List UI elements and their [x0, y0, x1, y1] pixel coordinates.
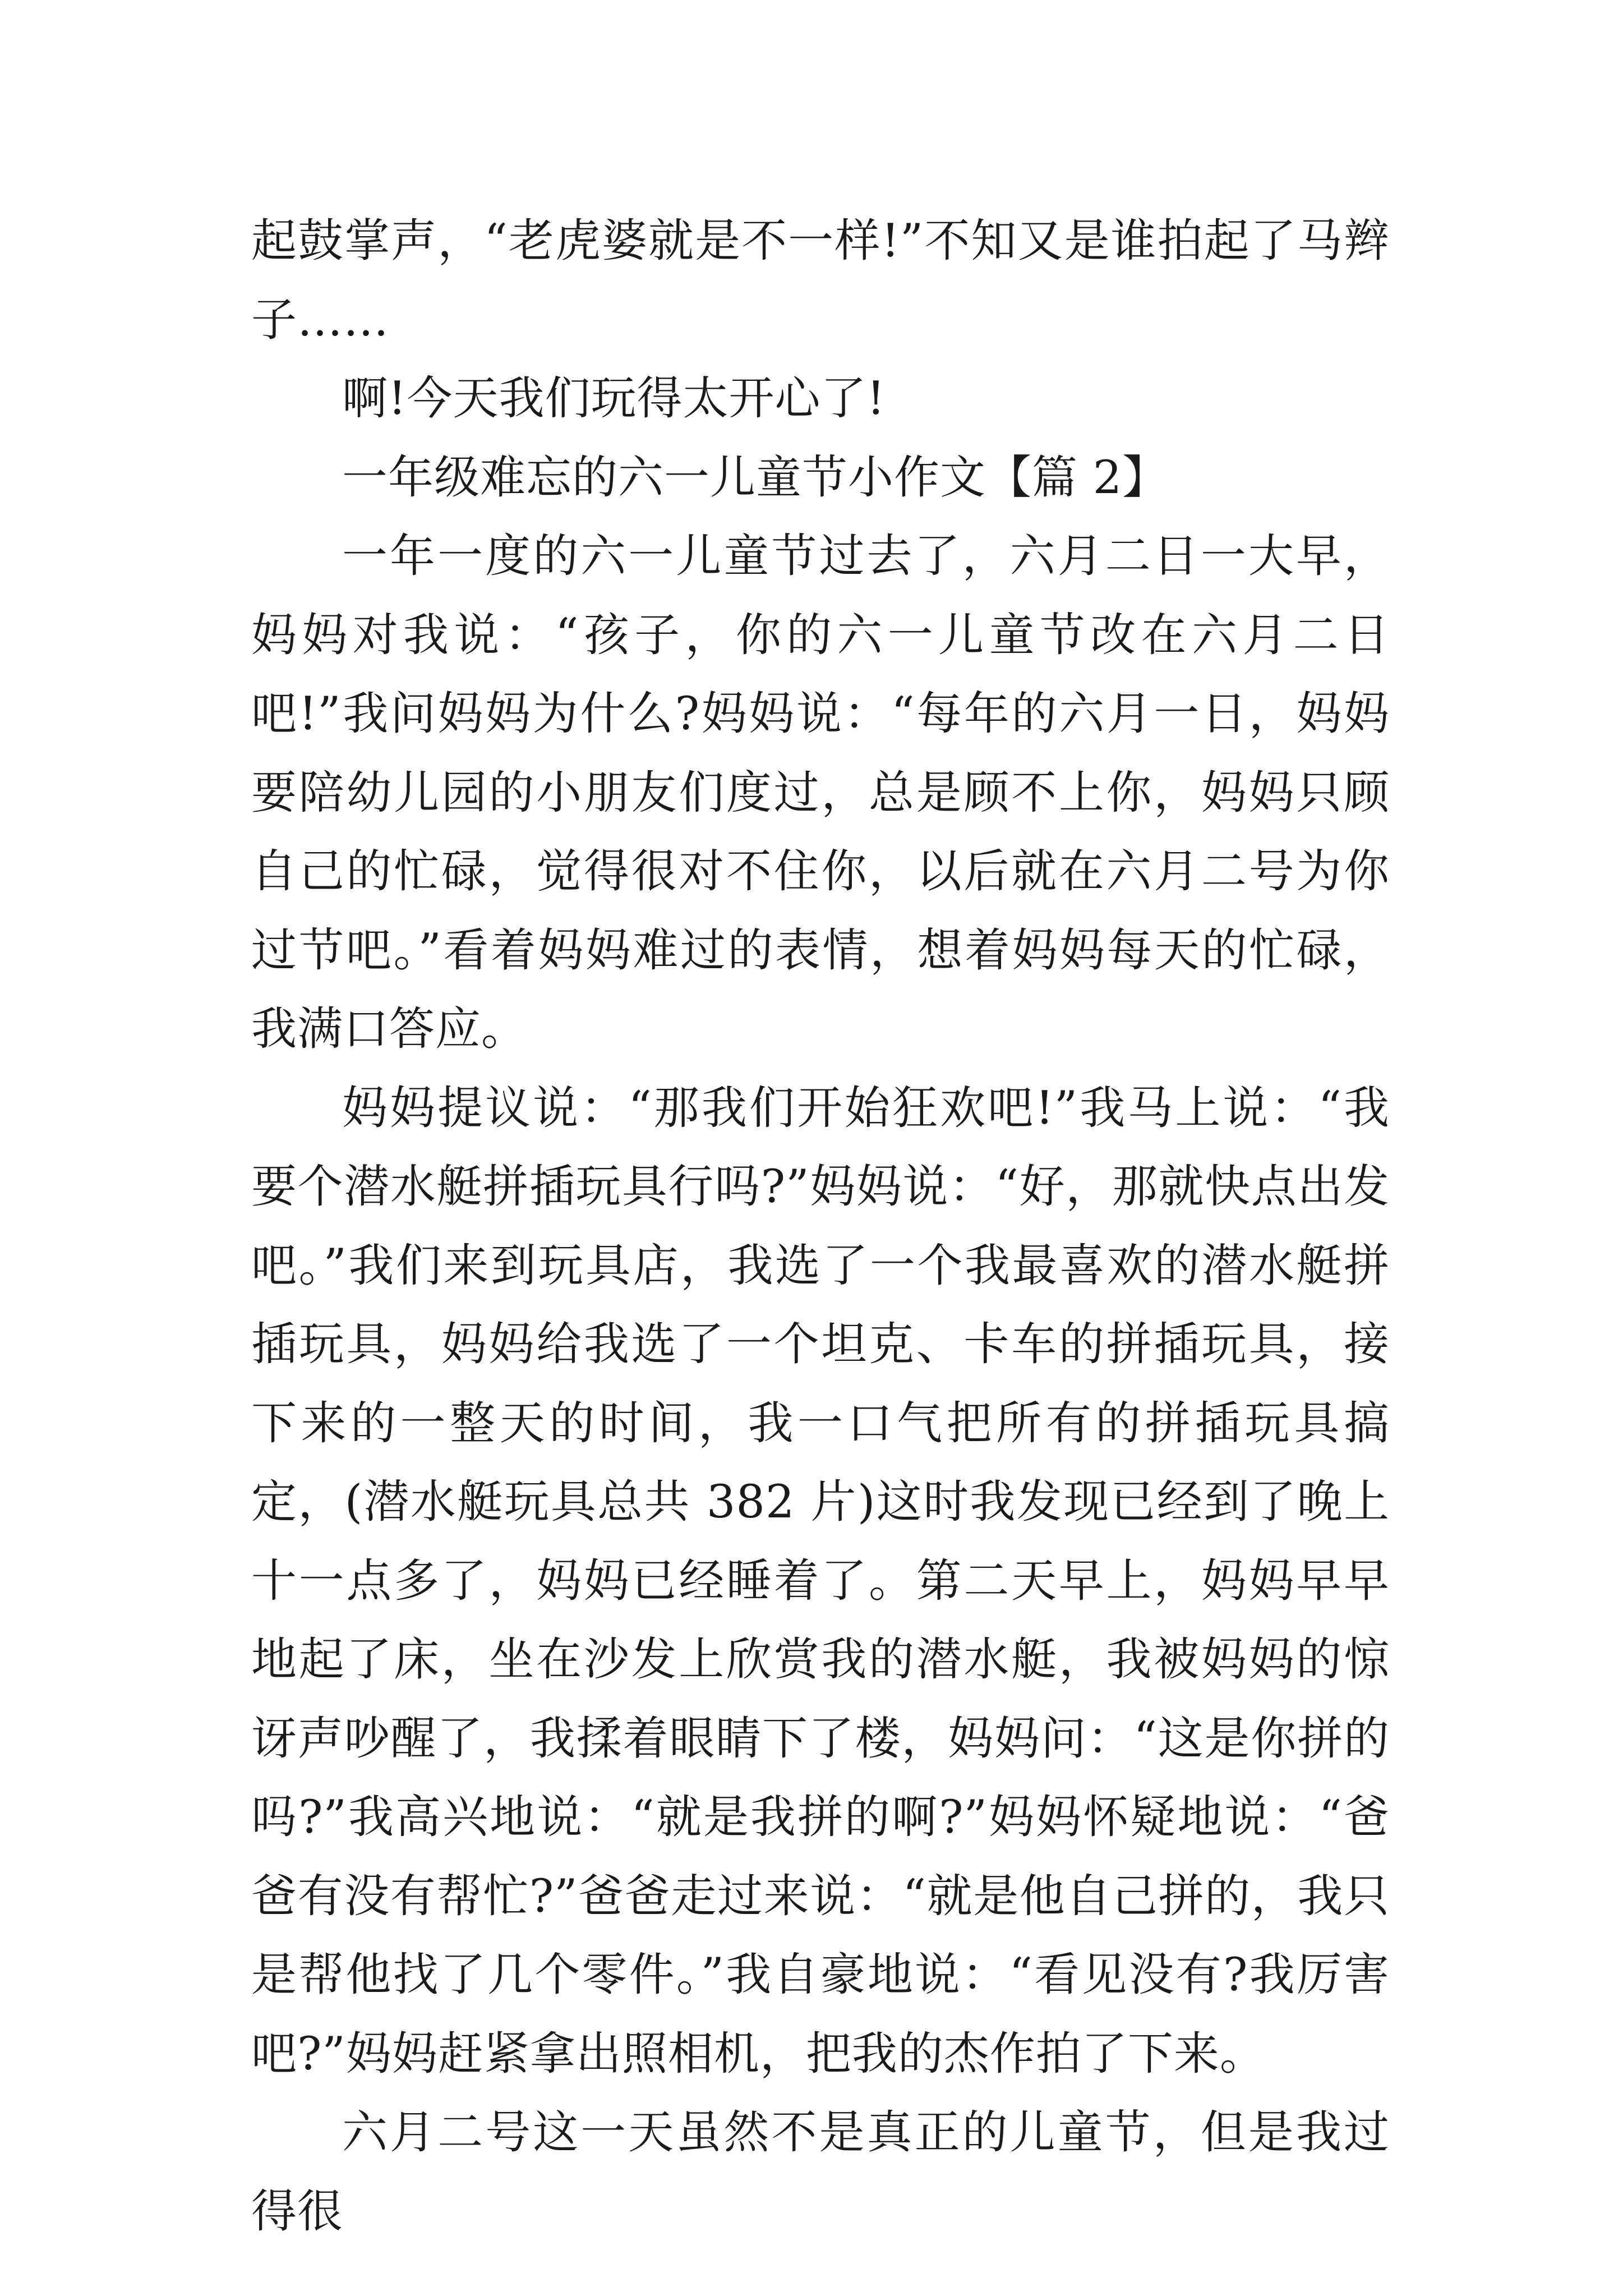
- paragraph-3: 一年一度的六一儿童节过去了，六月二日一大早，妈妈对我说：“孩子，你的六一儿童节改在六月二日吧!”我问妈妈为什么?妈妈说：“每年的六月一日，妈妈要陪幼儿园的小朋友们度过，总是顾不上你，妈妈只顾自己的忙碌，觉得很对不住你，以后就在六月二号为你过节吧。”看着妈妈难过的表情，想着妈妈每天的忙碌，我满口答应。: [251, 530, 1390, 1056]
- document-body: [251, 202, 1390, 2251]
- section-heading: 一年级难忘的六一儿童节小作文【篇 2】: [342, 451, 1169, 504]
- paragraph-4: 妈妈提议说：“那我们开始狂欢吧!”我马上说：“我要个潜水艇拼插玩具行吗?”妈妈说：“好，那就快点出发吧。”我们来到玩具店，我选了一个我最喜欢的潜水艇拼插玩具，妈妈给我选了一个坦克、卡车的拼插玩具，接下来的一整天的时间，我一口气把所有的拼插玩具搞定，(潜水艇玩具总共 382 片)这时我发现已经到了晚上十一点多了，妈妈已经睡着了。第二天早上，妈妈早早地起了床，坐在沙发上欣赏我的潜水艇，我被妈妈的惊讶声吵醒了，我揉着眼睛下了楼，妈妈问：“这是你拼的吗?”我高兴地说：“就是我拼的啊?”妈妈怀疑地说：“爸爸有没有帮忙?”爸爸走过来说：“就是他自己拼的，我只是帮他找了几个零件。”我自豪地说：“看见没有?我厉害吧?”妈妈赶紧拿出照相机，把我的杰作拍了下来。: [251, 1082, 1390, 2081]
- paragraph-1: 起鼓掌声，“老虎婆就是不一样!”不知又是谁拍起了马辫子……: [251, 215, 1390, 347]
- paragraph-5: 六月二号这一天虽然不是真正的儿童节，但是我过得很: [251, 2106, 1390, 2238]
- paragraph-2: 啊!今天我们玩得太开心了!: [342, 372, 886, 425]
